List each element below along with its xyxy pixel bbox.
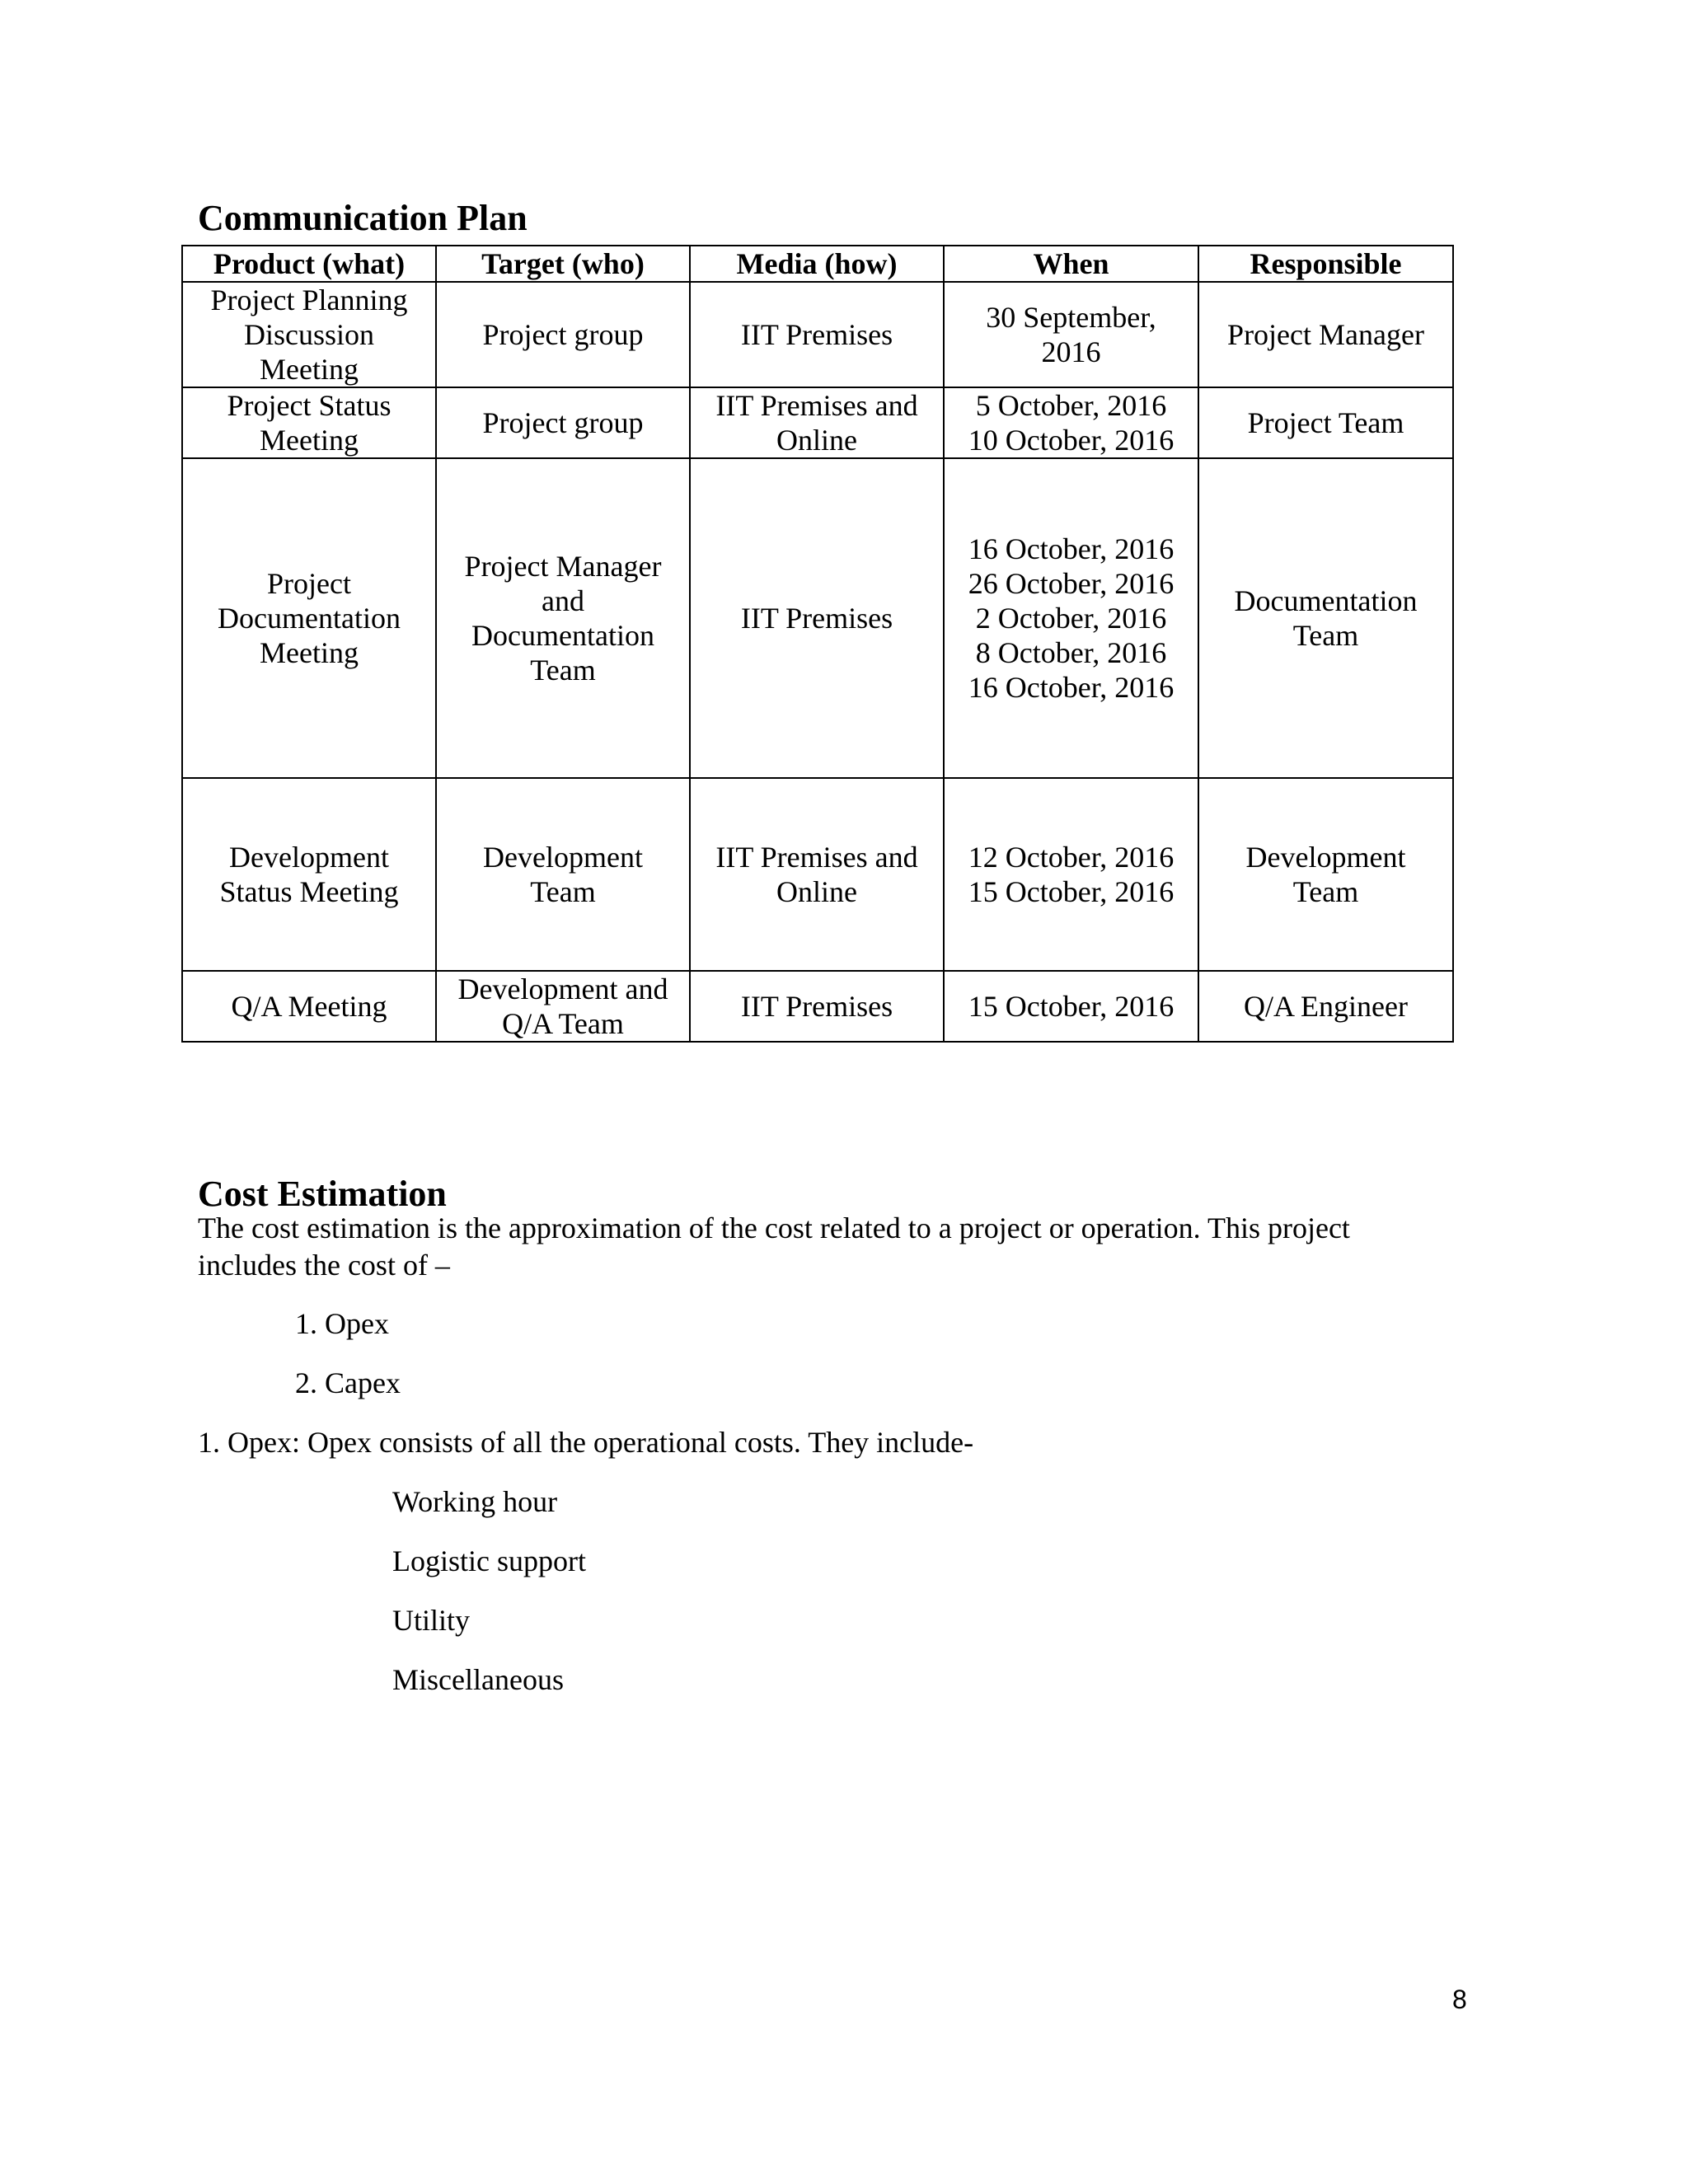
cell-text: Q/A Engineer [1244,990,1408,1023]
target-cell [436,458,690,778]
media-cell [690,458,944,778]
cell-text: Team [530,654,596,687]
cell-text: Project Manager [1227,318,1424,351]
cell-text: Development and [457,972,668,1005]
when-cell [944,282,1198,387]
cell-text: 15 October, 2016 [968,990,1175,1023]
cell-text: Meeting [260,424,359,457]
column-header: Responsible [1198,246,1453,282]
cell-text: 8 October, 2016 [975,636,1167,669]
table-row [182,778,1453,971]
cell-text: IIT Premises [740,318,893,351]
opex-item: Logistic support [392,1544,586,1577]
responsible-cell [1198,387,1453,458]
cell-text: Online [776,424,857,457]
communication-plan-table [181,245,1454,1043]
table-row [182,971,1453,1042]
cell-text: Project Team [1247,406,1404,439]
cell-text: 16 October, 2016 [968,671,1175,704]
table-row [182,282,1453,387]
cell-text: IIT Premises and [715,389,918,422]
cell-text: 12 October, 2016 [968,841,1175,874]
media-cell [690,387,944,458]
list-item: 2. Capex [295,1366,401,1399]
responsible-cell [1198,971,1453,1042]
cell-text: 5 October, 2016 [975,389,1167,422]
target-cell [436,387,690,458]
cell-text: Team [1292,619,1359,652]
column-header: When [944,246,1198,282]
media-cell [690,971,944,1042]
target-cell [436,778,690,971]
cell-text: Development [1245,841,1406,874]
cell-text: 26 October, 2016 [968,567,1175,600]
cell-text: Project [267,567,351,600]
cost-estimation-intro: The cost estimation is the approximation of the cost related to a project or operation. This project includes the cost of – [198,1212,1350,1282]
table-row [182,387,1453,458]
column-header: Product (what) [182,246,436,282]
cell-text: Documentation [471,619,654,652]
cell-text: Project Planning [210,284,408,316]
responsible-cell [1198,778,1453,971]
target-cell [436,971,690,1042]
cell-text: Documentation [1234,584,1418,617]
cell-text: Q/A Meeting [231,990,387,1023]
opex-item: Utility [392,1604,471,1637]
cell-text: IIT Premises [740,602,893,635]
cell-text: 10 October, 2016 [968,424,1175,457]
cell-text: Team [530,875,596,908]
responsible-cell [1198,282,1453,387]
cell-text: Team [1292,875,1359,908]
opex-item: Working hour [392,1485,558,1518]
cell-text: Meeting [260,636,359,669]
table-header-row [182,246,1453,282]
when-cell [944,778,1198,971]
cell-text: Discussion [243,318,374,351]
opex-item: Miscellaneous [392,1663,564,1696]
responsible-cell [1198,458,1453,778]
cell-text: 16 October, 2016 [968,532,1175,565]
cell-text: Online [776,875,857,908]
cell-text: Q/A Team [502,1007,624,1040]
cell-text: Development [229,841,389,874]
cell-text: IIT Premises [740,990,893,1023]
product-cell [182,458,436,778]
cost-estimation-heading: Cost Estimation [198,1174,447,1214]
cell-text: Development [483,841,643,874]
cell-text: Status Meeting [219,875,399,908]
cell-text: Project Status [227,389,392,422]
list-item: 1. Opex [295,1307,389,1340]
cell-text: Project group [482,406,644,439]
communication-plan-heading: Communication Plan [198,198,528,238]
cell-text: Meeting [260,353,359,386]
cell-text: 2 October, 2016 [975,602,1167,635]
column-header: Media (how) [690,246,944,282]
cell-text: IIT Premises and [715,841,918,874]
when-cell [944,387,1198,458]
target-cell [436,282,690,387]
media-cell [690,778,944,971]
product-cell [182,282,436,387]
opex-description: 1. Opex: Opex consists of all the operational costs. They include- [198,1426,974,1459]
cell-text: 2016 [1041,335,1101,368]
product-cell [182,778,436,971]
product-cell [182,971,436,1042]
cell-text: and [542,584,584,617]
when-cell [944,458,1198,778]
cell-text: 15 October, 2016 [968,875,1175,908]
cell-text: Project Manager [464,550,662,583]
cell-text: 30 September, [986,301,1156,334]
product-cell [182,387,436,458]
page-number: 8 [1452,1985,1467,2014]
table-row [182,458,1453,778]
column-header: Target (who) [436,246,690,282]
media-cell [690,282,944,387]
cell-text: Project group [482,318,644,351]
cell-text: Documentation [218,602,401,635]
when-cell [944,971,1198,1042]
